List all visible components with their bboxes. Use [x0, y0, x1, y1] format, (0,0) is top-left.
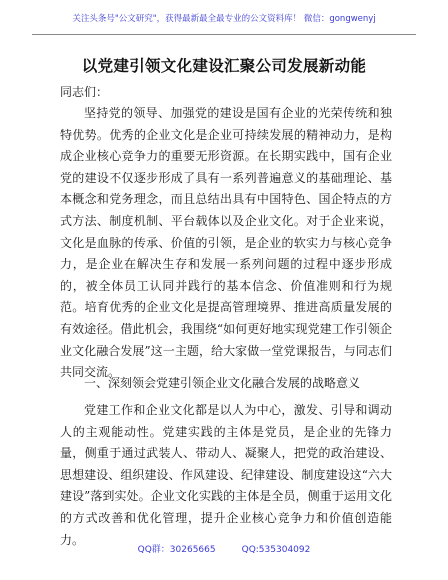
header-divider: [32, 34, 416, 35]
footer-qq: QQ:535304092: [241, 545, 311, 555]
body-paragraph-2: 党建工作和企业文化都是以人为中心，激发、引导和调动人的主观能动性。党建实践的主体是党员，是企业的先锋力量，侧重于通过武装人、带动人、凝聚人，把党的政治建设、思想建设、组织建设、作风建设、纪律建设、制度建设这“六大建设”落到实处。企业文化实践的主体是全员，侧重于运用文化的方式改善和优化管理，提升企业核心竞争力和价值创造能力。: [60, 403, 392, 547]
salutation: 同志们：: [60, 85, 109, 99]
footer: [0, 542, 448, 555]
footer-qq-group: QQ群：30265665: [137, 545, 216, 555]
section-heading: 一、深刻领会党建引领企业文化融合发展的战略意义: [84, 376, 361, 390]
header-banner: 关注头条号"公文研究"，获得最新最全最专业的公文资料库！ 微信：gongwenyj: [72, 14, 376, 24]
document-title: 以党建引领文化建设汇聚公司发展新动能: [81, 57, 367, 75]
body-paragraph-1: 坚持党的领导、加强党的建设是国有企业的光荣传统和独特优势。优秀的企业文化是企业可持续发展的精神动力，是构成企业核心竞争力的重要无形资源。在长期实践中，国有企业党的建设不仅逐步形成了具有一系列普遍意义的基础理论、基本概念和党务理念，而且总结出具有中国特色、国企特点的方式方法、制度机制、平台载体以及企业文化。对于企业来说，文化是血脉的传承、价值的引领，是企业的软实力与核心竞争力，是企业在解决生存和发展一系列问题的过程中逐步形成的，被全体员工认同并践行的基本信念、价值准则和行为规范。培育优秀的企业文化是提高管理境界、推进高质量发展的有效途径。借此机会，我围绕“如何更好地实现党建工作引领企业文化融合发展”这一主题，给大家做一堂党课报告，与同志们共同交流。: [60, 106, 392, 380]
